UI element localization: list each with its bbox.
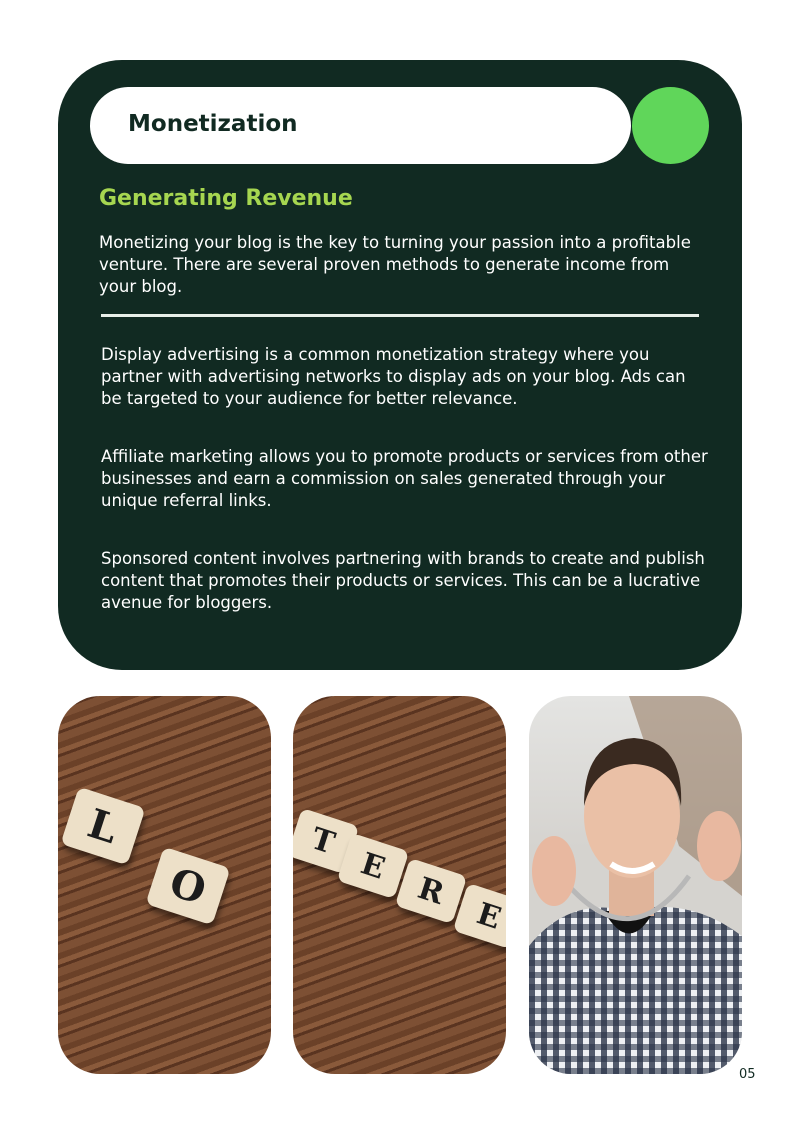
scrabble-tiles-photo-2 bbox=[293, 696, 506, 1074]
paragraph-display-advertising: Display advertising is a common monetization strategy where you partner with advertising networks to display ads on your blog. Ads can be targeted to your audience for better relevance. bbox=[101, 345, 686, 408]
man-illustration bbox=[529, 696, 742, 1074]
tile: E bbox=[337, 833, 410, 899]
divider bbox=[101, 314, 699, 317]
smiling-man-photo bbox=[529, 696, 742, 1074]
tile: T bbox=[293, 808, 359, 874]
section-heading: Generating Revenue bbox=[99, 186, 353, 211]
page-title: Monetization bbox=[128, 111, 298, 137]
decorative-circle bbox=[632, 87, 709, 164]
page-number: 05 bbox=[739, 1067, 756, 1082]
tile: R bbox=[395, 858, 468, 924]
tile: E bbox=[453, 883, 506, 949]
paragraph-sponsored-content: Sponsored content involves partnering with brands to create and publish content that promotes their products or services. This can be a lucrative avenue for bloggers. bbox=[101, 549, 705, 612]
tile: O bbox=[145, 847, 230, 926]
tile: L bbox=[60, 787, 145, 866]
paragraph-affiliate-marketing: Affiliate marketing allows you to promote products or services from other businesses and earn a commission on sales generated through your unique referral links. bbox=[101, 447, 708, 510]
intro-paragraph: Monetizing your blog is the key to turning your passion into a profitable venture. There are several proven methods to generate income from your blog. bbox=[99, 233, 691, 296]
title-banner bbox=[90, 87, 631, 164]
scrabble-tiles-photo-1 bbox=[58, 696, 271, 1074]
